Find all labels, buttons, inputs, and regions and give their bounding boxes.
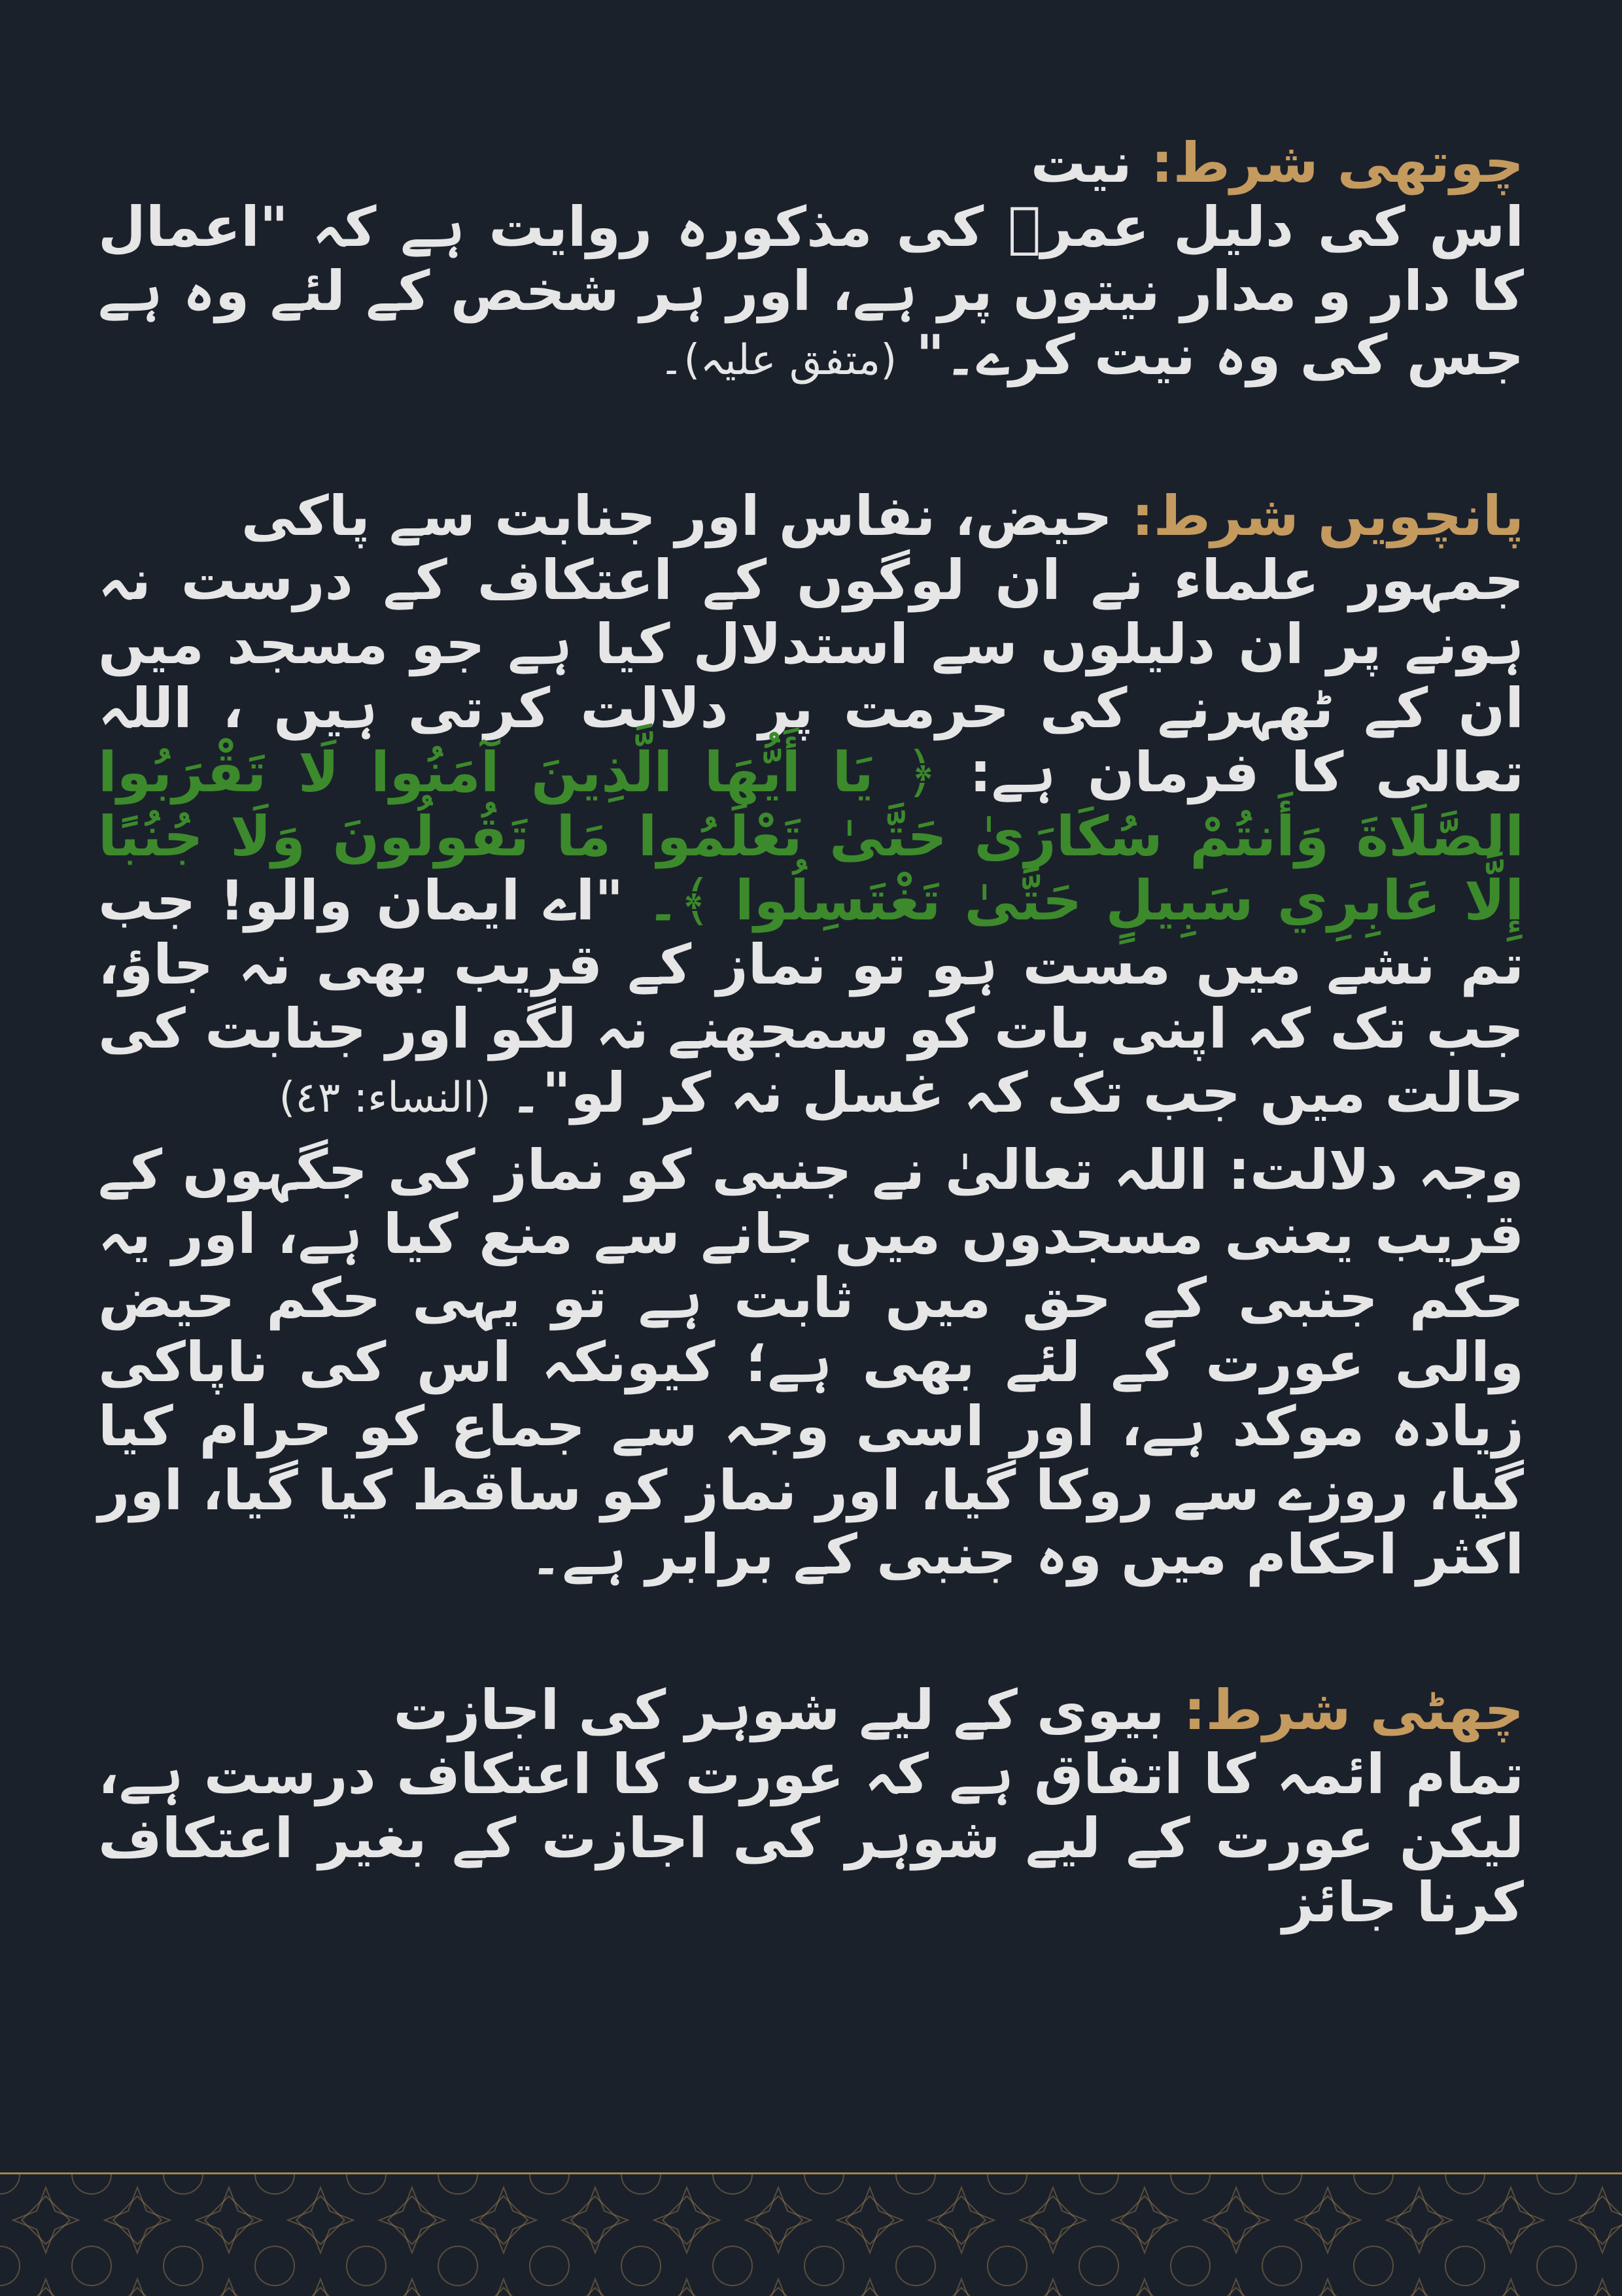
reference: (النساء: ٤٣): [279, 1074, 491, 1122]
heading-title: حیض، نفاس اور جنابت سے پاکی: [241, 484, 1113, 548]
paragraph: تمام ائمہ کا اتفاق ہے کہ عورت کا اعتکاف درست ہے، لیکن عورت کے لیے شوہر کی اجازت کے بغیر اعتکاف کرنا جائز: [98, 1742, 1524, 1934]
verse-end-mark: ۔: [647, 868, 680, 933]
section-heading: [98, 131, 1524, 195]
condition-five-section: [98, 484, 1524, 1586]
verse-close-ornament: ﴾: [679, 868, 712, 933]
heading-label: چھٹی شرط:: [1183, 1678, 1524, 1742]
explanation-paragraph: وجہ دلالت: اللہ تعالیٰ نے جنبی کو نماز کی جگہوں کے قریب یعنی مسجدوں میں جانے سے منع کیا ہے، اور یہ حکم جنبی کے حق میں ثابت ہے تو یہی حکم حیض والی عورت کے لئے بھی ہے؛ کیونکہ اس کی ناپاکی زیادہ موکد ہے، اور اسی وجہ سے جماع کو حرام کیا گیا، روزے سے روکا گیا، اور نماز کو ساقط کیا گیا، اور اکثر احکام میں وہ جنبی کے برابر ہے۔: [98, 1138, 1524, 1586]
intro-text: جمہور علماء نے ان لوگوں کے اعتکاف کے درست نہ ہونے پر ان دلیلوں سے استدلال کیا ہے جو مسجد میں ان کے ٹھہرنے کی حرمت پر دلالت کرتی ہیں ، اللہ تعالی کا فرمان ہے:: [98, 548, 1524, 804]
quran-verse: يَا أَيُّهَا الَّذِينَ آمَنُوا لَا تَقْرَبُوا الصَّلَاةَ وَأَنتُمْ سُكَارَىٰ حَتَّىٰ تَعْلَمُوا مَا تَقُولُونَ وَلَا جُنُبًا إِلَّا عَابِرِي سَبِيلٍ حَتَّىٰ تَغْتَسِلُوا: [98, 740, 1525, 933]
translation-text: "اے ایمان والو! جب تم نشے میں مست ہو تو نماز کے قریب بھی نہ جاؤ، جب تک کہ اپنی بات کو سمجھنے نہ لگو اور جنابت کی حالت میں جب تک کہ غسل نہ کر لو"۔: [98, 868, 1524, 1125]
paragraph-text: اس کی دلیل عمرؓ کی مذکورہ روایت ہے کہ "اعمال کا دار و مدار نیتوں پر ہے، اور ہر شخص کے لئے وہ ہے جس کی وہ نیت کرے۔": [98, 195, 1524, 387]
paragraph: [98, 195, 1524, 392]
reference: (متفق علیہ)۔: [659, 336, 897, 385]
verse-open-ornament: ﴿: [905, 740, 938, 804]
heading-title: نیت: [1030, 131, 1132, 195]
condition-four-section: [98, 131, 1524, 392]
section-heading: [98, 1678, 1524, 1742]
heading-label: چوتھی شرط:: [1150, 131, 1524, 195]
section-heading: [98, 484, 1524, 548]
paragraph: [98, 548, 1524, 1130]
geometric-pattern-icon: [0, 2174, 1622, 2296]
heading-title: بیوی کے لیے شوہر کی اجازت: [393, 1678, 1165, 1742]
footer-ornament-band: [0, 2172, 1622, 2296]
document-body: [98, 131, 1524, 1942]
condition-six-section: [98, 1678, 1524, 1934]
heading-label: پانچویں شرط:: [1131, 484, 1524, 548]
